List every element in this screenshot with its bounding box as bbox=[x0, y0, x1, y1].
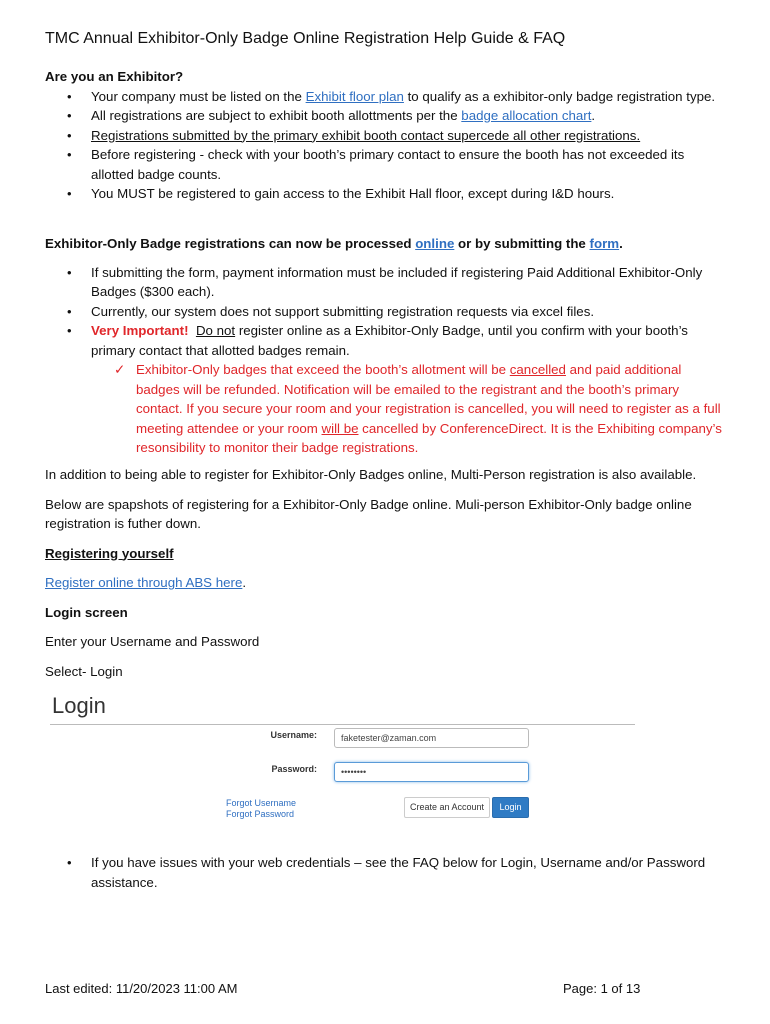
login-form bbox=[50, 725, 635, 841]
list-item bbox=[45, 321, 725, 360]
list-item bbox=[45, 87, 725, 107]
login-instruction: Enter your Username and Password bbox=[45, 634, 260, 649]
online-link[interactable]: online bbox=[415, 236, 455, 251]
note-text: and paid additional badges will be refunded. Notification will be emailed to the registrant and the booth’s primary contact. If you secure your room and your registration is cancelled, you will need to register as a full meeting attendee or your room bbox=[136, 362, 721, 436]
username-label: Username: bbox=[270, 730, 317, 740]
exhibitor-heading: Are you an Exhibitor? bbox=[45, 69, 184, 84]
register-abs-link[interactable]: Register online through ABS here bbox=[45, 575, 243, 590]
multi-person-paragraph: In addition to being able to register for Exhibitor-Only Badges online, Multi-Person registration is also available. bbox=[45, 467, 697, 482]
credentials-bullets bbox=[45, 853, 725, 892]
bullet-text: Registrations submitted by the primary exhibit booth contact supercede all other registrations. bbox=[91, 127, 641, 143]
bullet-text: If submitting the form, payment information must be included if registering Paid Additional Exhibitor-Only Badges ($300 each). bbox=[91, 264, 703, 299]
exhibitor-bullets bbox=[45, 87, 725, 204]
list-item bbox=[45, 184, 725, 204]
login-button[interactable]: Login bbox=[492, 797, 529, 818]
note-text: cancelled bbox=[509, 362, 566, 377]
bullet-text: register online as a Exhibitor-Only Badge, until you confirm with your booth’s primary contact that allotted badges remain. bbox=[91, 323, 688, 358]
password-label: Password: bbox=[271, 764, 317, 774]
bullet-text: to qualify as a exhibitor-only badge registration type. bbox=[403, 88, 716, 104]
exhibit-floor-plan-link[interactable]: Exhibit floor plan bbox=[305, 88, 404, 104]
badge-allocation-chart-link[interactable]: badge allocation chart bbox=[461, 108, 592, 123]
login-select-instruction: Select- Login bbox=[45, 663, 123, 679]
register-paragraph bbox=[45, 573, 725, 593]
note-text: Exhibitor-Only badges that exceed the booth’s allotment will be bbox=[136, 362, 510, 377]
bullet-text: If you have issues with your web credentials – see the FAQ below for Login, Username and/or Password assistance. bbox=[91, 855, 706, 890]
process-bullets bbox=[45, 263, 725, 361]
bullet-text: You MUST be registered to gain access to the Exhibit Hall floor, except during I&D hours. bbox=[91, 186, 615, 201]
list-item bbox=[45, 106, 725, 126]
page-number: Page: 1 of 13 bbox=[563, 981, 641, 996]
snapshots-paragraph: Below are spapshots of registering for a Exhibitor-Only Badge online. Muli-person Exhibitor-Only badge online registration is futher down. bbox=[45, 496, 692, 531]
login-screenshot bbox=[50, 693, 635, 841]
bullet-text: All registrations are subject to exhibit booth allottments per the bbox=[91, 108, 462, 123]
registering-yourself-heading: Registering yourself bbox=[45, 545, 174, 561]
forgot-username-link[interactable]: Forgot Username bbox=[226, 798, 297, 808]
create-account-button[interactable]: Create an Account bbox=[404, 797, 490, 818]
process-heading bbox=[45, 234, 725, 254]
warning-note bbox=[45, 360, 725, 458]
heading-text: . bbox=[619, 236, 623, 251]
list-item bbox=[45, 263, 725, 302]
list-item bbox=[45, 853, 725, 892]
bullet-text: Currently, our system does not support submitting registration requests via excel files. bbox=[91, 303, 595, 319]
paragraph-text: . bbox=[242, 575, 247, 590]
body-paragraphs bbox=[45, 465, 725, 691]
process-section bbox=[45, 234, 725, 458]
exhibitor-section bbox=[45, 67, 725, 204]
login-screenshot-title: Login bbox=[52, 693, 106, 718]
username-field[interactable]: faketester@zaman.com bbox=[334, 728, 529, 748]
note-text: cancelled by ConferenceDirect. It is the Exhibiting company’s resonsibility to monitor their badge registrations. bbox=[136, 420, 722, 455]
bullet-text: Your company must be listed on the bbox=[91, 88, 306, 104]
note-text: will be bbox=[321, 420, 359, 436]
bullet-text: Before registering - check with your booth’s primary contact to ensure the booth has not exceeded its allotted badge counts. bbox=[91, 147, 685, 182]
password-field[interactable]: •••••••• bbox=[334, 762, 529, 782]
credentials-section bbox=[45, 853, 725, 892]
list-item bbox=[45, 126, 725, 146]
last-edited: Last edited: 11/20/2023 11:00 AM bbox=[45, 981, 238, 996]
list-item bbox=[45, 145, 725, 184]
heading-text: Exhibitor-Only Badge registrations can now be processed bbox=[45, 236, 416, 251]
forgot-password-link[interactable]: Forgot Password bbox=[226, 809, 295, 819]
page-title: TMC Annual Exhibitor-Only Badge Online Registration Help Guide & FAQ bbox=[45, 30, 566, 47]
heading-text: or by submitting the bbox=[454, 236, 590, 251]
checkmark-icon: ✓ bbox=[114, 362, 126, 377]
list-item bbox=[45, 302, 725, 322]
bullet-text: . bbox=[591, 108, 596, 123]
very-important-label: Very Important! bbox=[91, 323, 189, 338]
bullet-text: Do not bbox=[195, 323, 236, 338]
form-link[interactable]: form bbox=[589, 236, 620, 251]
login-screen-heading: Login screen bbox=[45, 604, 128, 620]
